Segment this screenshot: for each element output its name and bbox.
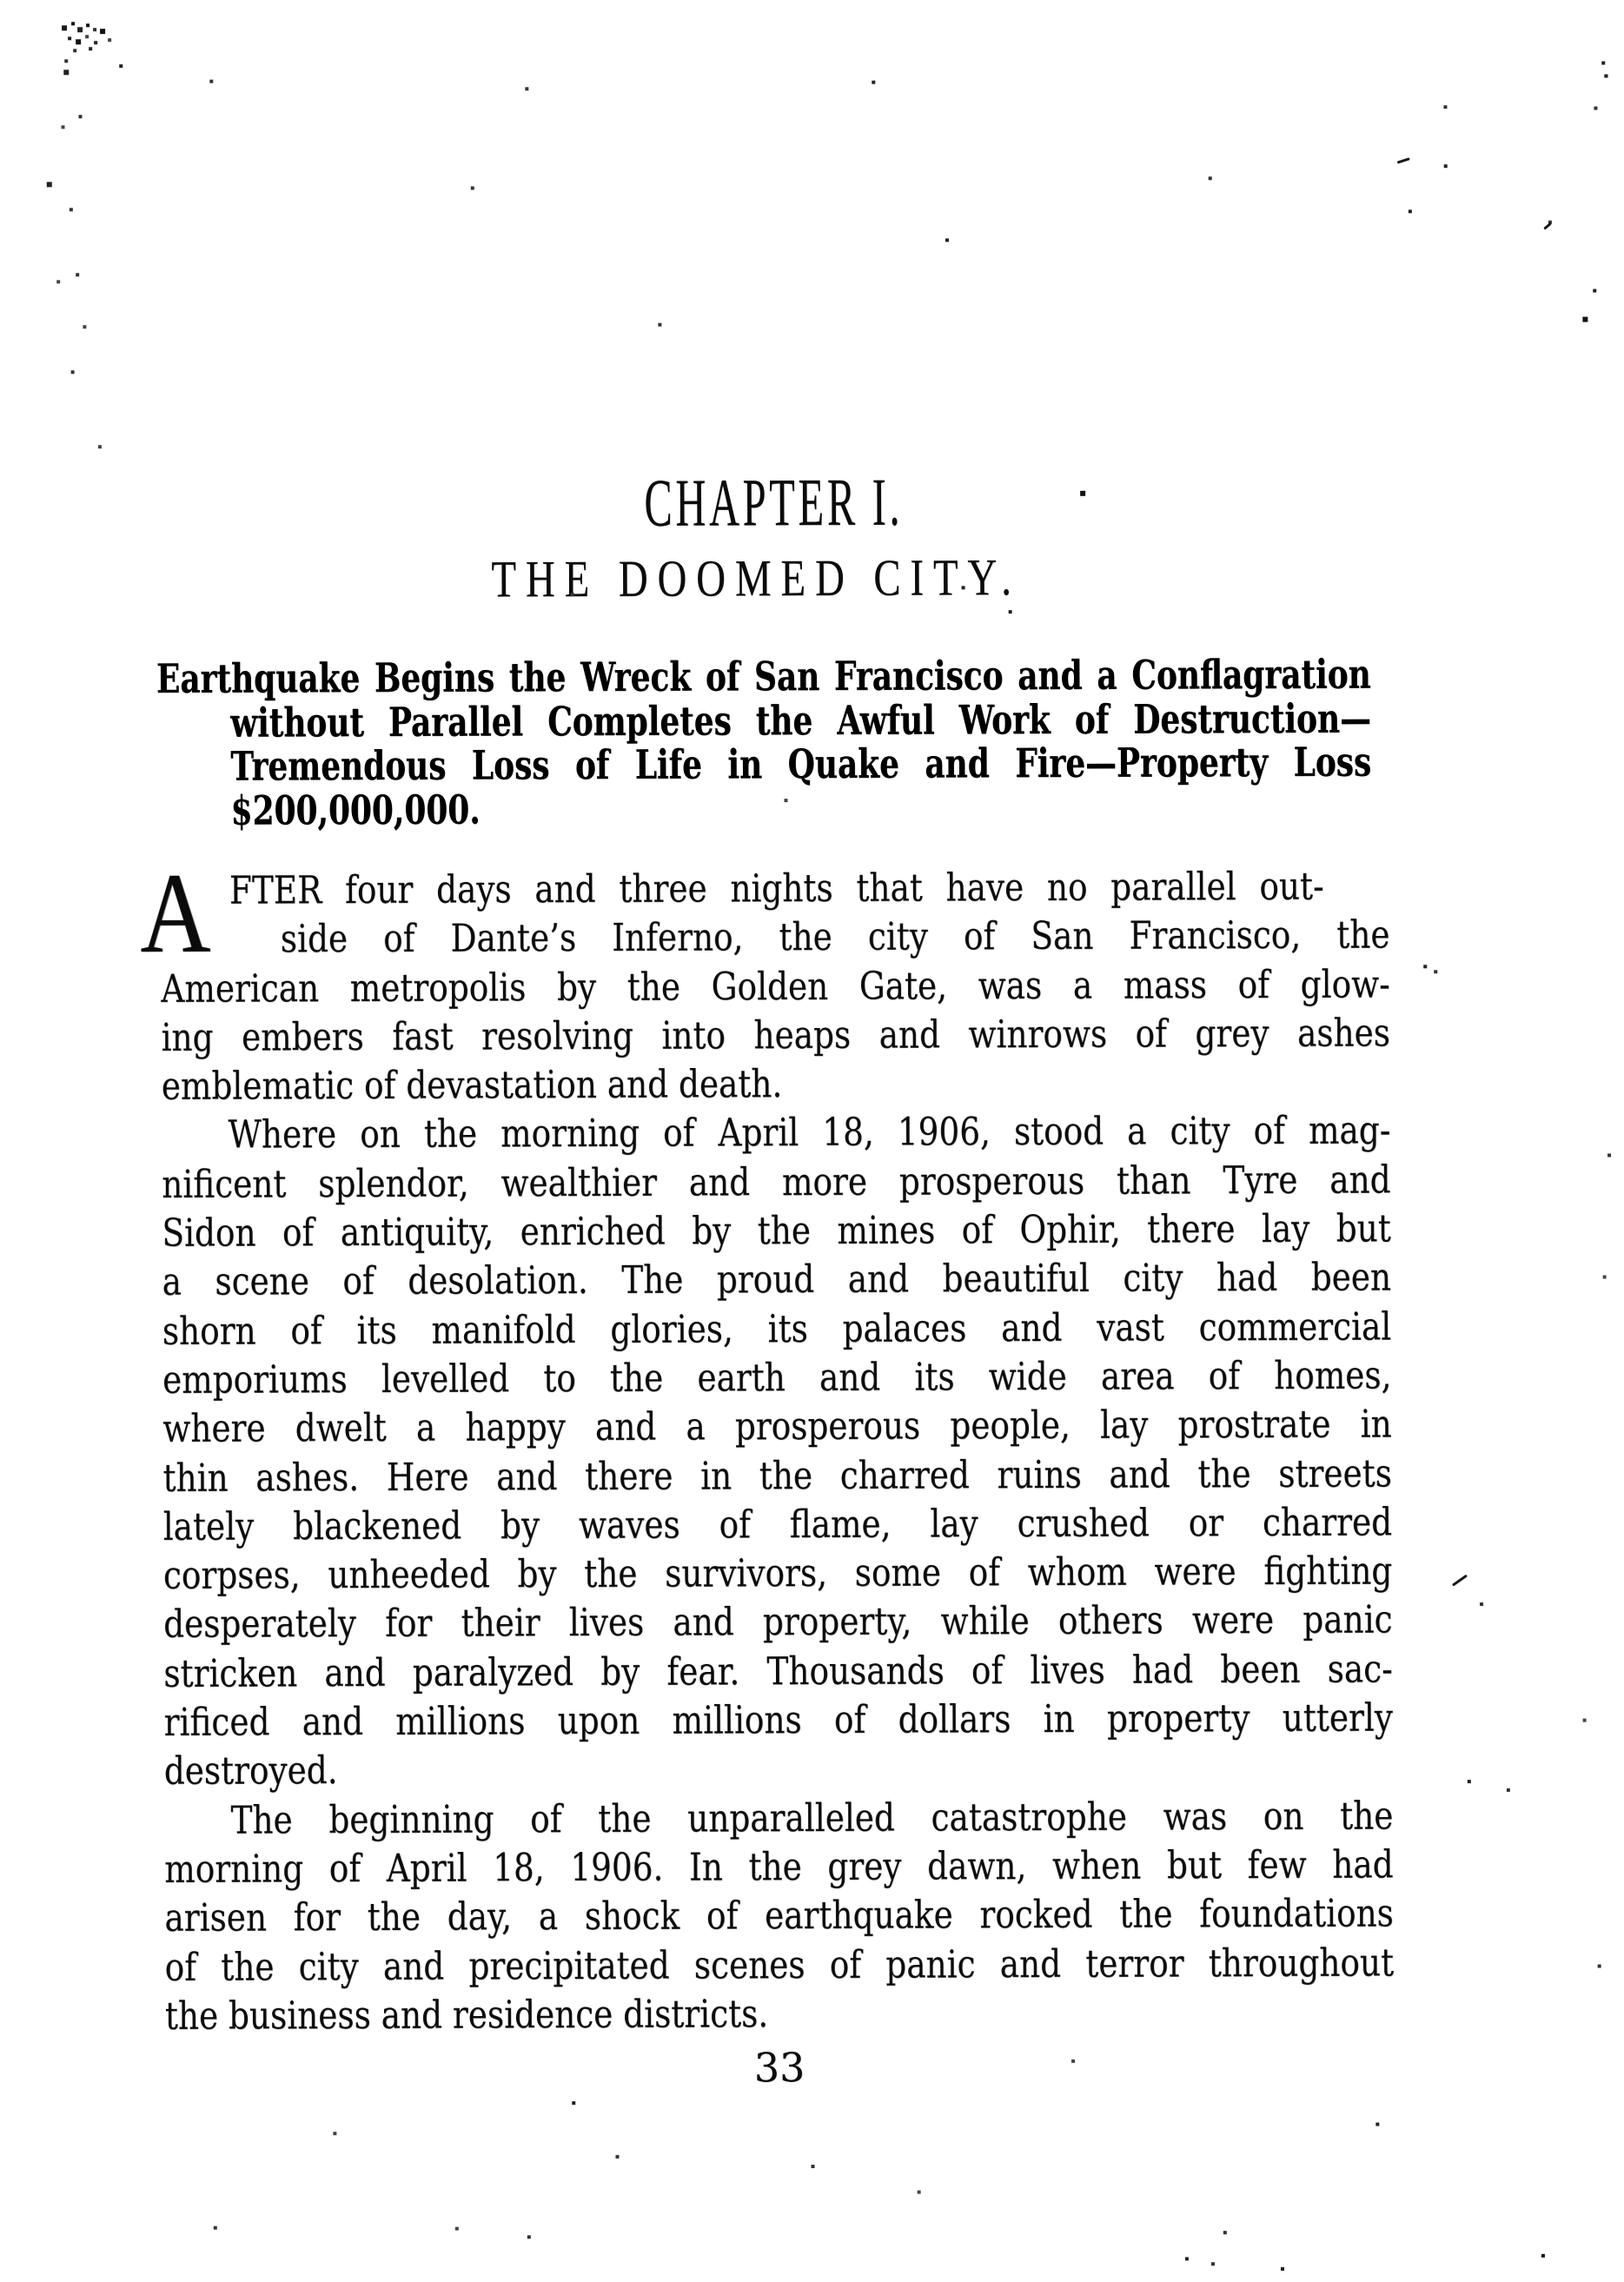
text-line: morning of April 18, 1906. In the grey dawn, when but few had [164, 1842, 1394, 1892]
body-text [139, 848, 1395, 2041]
page-number: 33 [753, 2044, 805, 2092]
text-line: American metropolis by the Golden Gate, was a mass of glow- [161, 962, 1390, 1012]
text-line: Sidon of antiquity, enriched by the mines of Ophir, there lay but [162, 1206, 1391, 1256]
headline-line: $200,000,000. [230, 786, 481, 834]
text-line: corpses, unheeded by the survivors, some of whom were fighting [162, 1549, 1393, 1599]
headline-summary [156, 650, 1372, 834]
text-line: shorn of its manifold glories, its palaces and vast commercial [162, 1304, 1392, 1354]
text-line: emblematic of devastation and death. [161, 1062, 783, 1110]
chapter-title-text: CHAPTER I. [644, 463, 904, 541]
headline-line: Tremendous Loss of Life in Quake and Fire—Property Loss [230, 738, 1372, 790]
text-line: a scene of desolation. The proud and beautiful city had been [162, 1255, 1392, 1305]
text-line: of the city and precipitated scenes of panic and terror throughout [164, 1940, 1395, 1990]
section-title-text: THE DOOMED CITY. [491, 548, 1022, 608]
text-line: ing embers fast resolving into heaps and winrows of grey ashes [161, 1011, 1391, 1060]
text-line: The beginning of the unparalleled catastrophe was on the [230, 1794, 1394, 1843]
text-line: destroyed. [163, 1748, 338, 1794]
text-line: arisen for the day, a shock of earthquake rocked the foundations [164, 1891, 1394, 1941]
text-line: nificent splendor, wealthier and more prosperous than Tyre and [162, 1158, 1391, 1207]
headline-line: without Parallel Completes the Awful Work of Destruction— [230, 694, 1371, 746]
headline-line: Earthquake Begins the Wreck of San Francisco and a Conflagration [156, 650, 1371, 702]
section-title [159, 549, 1388, 606]
text-line: stricken and paralyzed by fear. Thousands of lives had been sac- [163, 1647, 1393, 1696]
text-line: lately blackened by waves of flame, lay crushed or charred [162, 1500, 1393, 1549]
scan-noise-mark [1397, 157, 1410, 164]
text-line: rificed and millions upon millions of dollars in property utterly [163, 1695, 1394, 1745]
drop-cap: A [139, 848, 211, 977]
scan-noise-mark [1452, 1575, 1468, 1587]
text-line: emporiums levelled to the earth and its wide area of homes, [162, 1353, 1392, 1403]
text-line: thin ashes. Here and there in the charred ruins and the streets [162, 1451, 1392, 1501]
text-line: desperately for their lives and property, while others were panic [163, 1597, 1393, 1648]
chapter-title [159, 463, 1388, 541]
text-line: where dwelt a happy and a prosperous people, lay prostrate in [162, 1402, 1392, 1452]
text-line: Where on the morning of April 18, 1906, stood a city of mag- [228, 1108, 1391, 1158]
scan-noise-mark [1543, 222, 1552, 230]
text-line: FTER four days and three nights that have no parallel out- [229, 864, 1324, 913]
text-line: the business and residence districts. [164, 1992, 769, 2039]
text-line: side of Dante’s Inferno, the city of San Francisco, the [280, 912, 1390, 962]
